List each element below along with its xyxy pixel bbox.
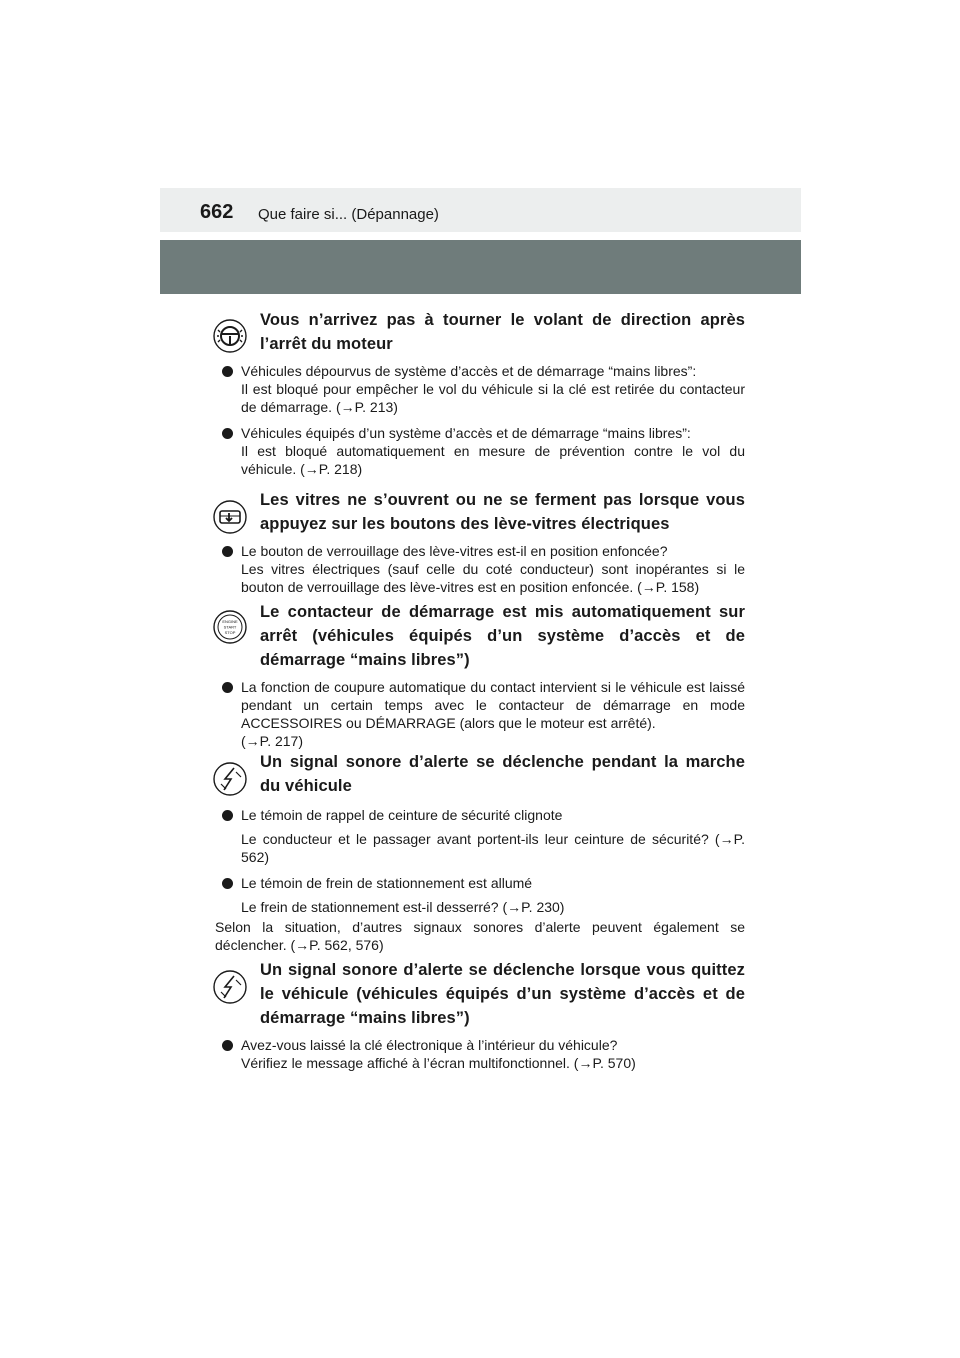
section-auto-power-off [215, 600, 745, 750]
section-power-windows [215, 488, 745, 600]
item-text: Vérifiez le message affiché à l’écran multifonctionnel. (→P. 570) [241, 1055, 636, 1071]
page-number: 662 [200, 201, 234, 223]
section-heading: Un signal sonore d’alerte se déclenche pendant la marche du véhicule [260, 753, 745, 795]
icon-text: ENGINE [222, 619, 238, 624]
item-text: Le frein de stationnement est-il desserré? (→P. 230) [241, 899, 565, 915]
section-heading: Un signal sonore d’alerte se déclenche lorsque vous quittez le véhicule (véhicules équipés d’un système d’accès et de démarrage “mains libres”) [260, 961, 745, 1027]
section-steering-lock [215, 308, 745, 488]
steering-wheel-lock-icon [213, 319, 247, 353]
list-item [215, 678, 745, 750]
item-title: Véhicules dépourvus de système d’accès et de démarrage “mains libres”: [241, 363, 697, 379]
section-buzzer-driving [215, 750, 745, 958]
item-text: Il est bloqué pour empêcher le vol du véhicule si la clé est retirée du contacteur de démarrage. (→P. 213) [241, 381, 745, 415]
item-text: Les vitres électriques (sauf celle du coté conducteur) sont inopérantes si le bouton de verrouillage des lève-vitres est en position enfoncée. (→P. 158) [241, 561, 745, 595]
section-buzzer-leaving [215, 958, 745, 1072]
item-title: Le témoin de frein de stationnement est allumé [241, 875, 533, 891]
bullet-icon [222, 682, 233, 693]
engine-start-stop-icon [213, 610, 247, 644]
icon-text: STOP [224, 630, 236, 635]
section-banner [160, 240, 801, 294]
list-item [215, 806, 745, 866]
list-item [215, 1036, 745, 1072]
item-text: Le conducteur et le passager avant portent-ils leur ceinture de sécurité? (→P. 562) [241, 831, 745, 865]
list-item [215, 874, 745, 916]
icon-text: START [223, 624, 237, 630]
running-title: Que faire si... (Dépannage) [258, 206, 439, 223]
bullet-icon [222, 366, 233, 377]
item-title: Le bouton de verrouillage des lève-vitres est-il en position enfoncée? [241, 543, 668, 559]
power-window-icon [213, 500, 247, 534]
bullet-icon [222, 1040, 233, 1051]
item-text: Il est bloqué automatiquement en mesure de prévention contre le vol du véhicule. (→P. 218) [241, 443, 745, 477]
item-title: Véhicules équipés d’un système d’accès et de démarrage “mains libres”: [241, 425, 691, 441]
list-item [215, 424, 745, 478]
section-note: Selon la situation, d’autres signaux sonores d’alerte peuvent également se déclencher. (→P. 562, 576) [215, 919, 745, 953]
warning-buzzer-icon [213, 762, 247, 796]
item-text: (→P. 217) [241, 733, 303, 749]
item-title: La fonction de coupure automatique du contact intervient si le véhicule est laissé pendant un certain temps avec le contacteur de démarrage en mode ACCESSOIRES ou DÉMARRAGE (alors que le moteur est arrêté). [241, 679, 745, 731]
section-heading: Le contacteur de démarrage est mis automatiquement sur arrêt (véhicules équipés d’un système d’accès et de démarrage “mains libres”) [260, 603, 745, 669]
item-title: Avez-vous laissé la clé électronique à l’intérieur du véhicule? [241, 1037, 618, 1053]
list-item [215, 362, 745, 416]
warning-buzzer-icon [213, 970, 247, 1004]
header-band [160, 188, 801, 232]
item-title: Le témoin de rappel de ceinture de sécurité clignote [241, 807, 563, 823]
page-content [215, 308, 745, 1072]
bullet-icon [222, 810, 233, 821]
section-heading: Vous n’arrivez pas à tourner le volant de direction après l’arrêt du moteur [260, 311, 745, 353]
section-heading: Les vitres ne s’ouvrent ou ne se ferment pas lorsque vous appuyez sur les boutons des lève-vitres électriques [260, 491, 745, 533]
list-item [215, 542, 745, 596]
bullet-icon [222, 878, 233, 889]
bullet-icon [222, 546, 233, 557]
bullet-icon [222, 428, 233, 439]
